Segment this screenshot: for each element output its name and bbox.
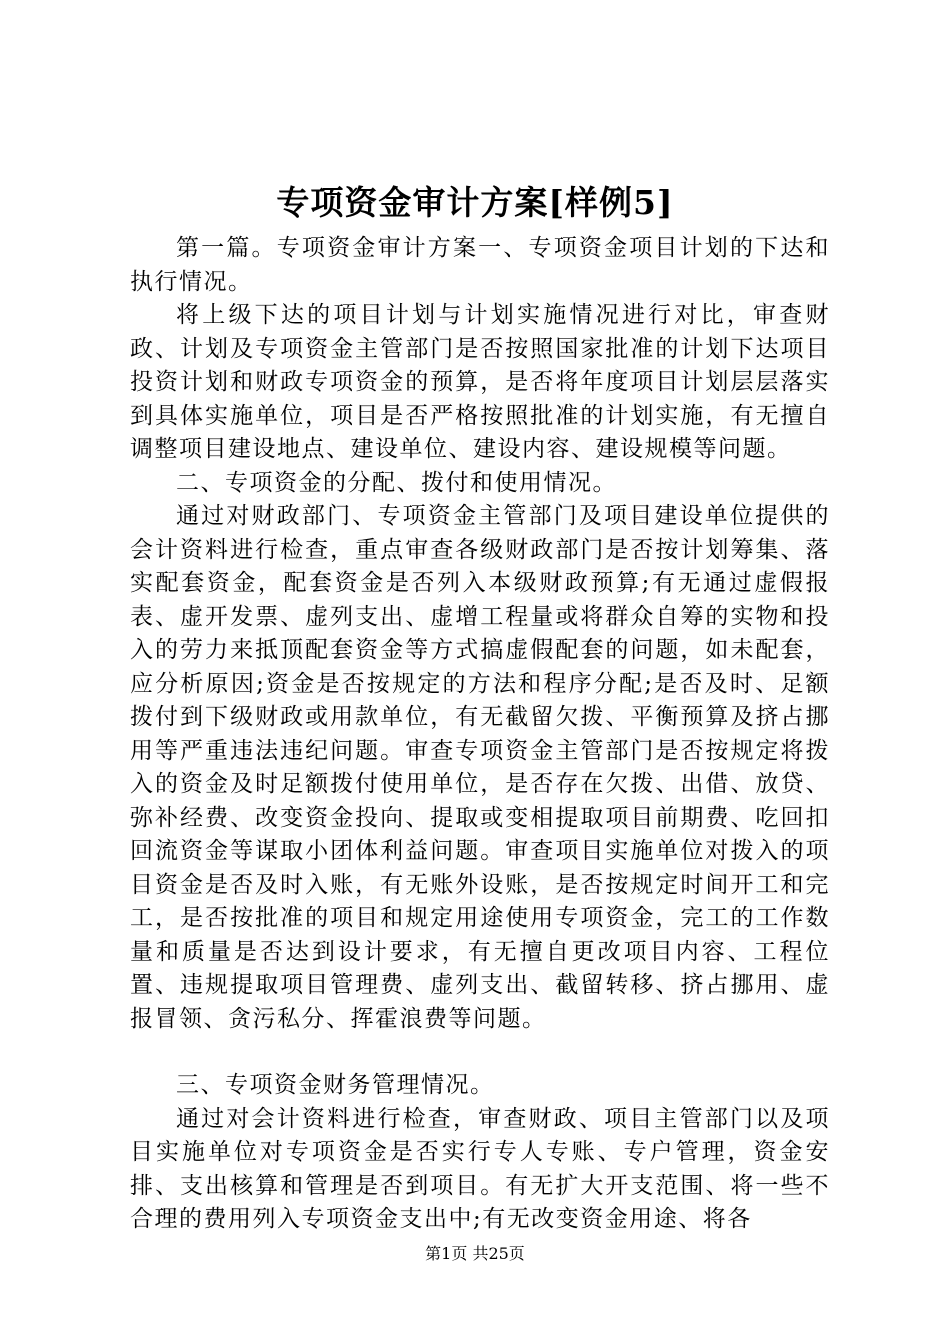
paragraph-intro: 第一篇。专项资金审计方案一、专项资金项目计划的下达和执行情况。 — [130, 235, 830, 295]
paragraph-section-3-heading: 三、专项资金财务管理情况。 — [176, 1072, 495, 1098]
paragraph-financial-check: 通过对会计资料进行检查，审查财政、项目主管部门以及项目实施单位对专项资金是否实行专人专账、专户管理，资金安排、支出核算和管理是否到项目。有无扩大开支范围、将一些不合理的费用列入专项资金支出中;有无改变资金用途、将各 — [130, 1105, 830, 1232]
page-number-footer: 第1页 共25页 — [425, 1244, 525, 1263]
paragraph-section-2-heading: 二、专项资金的分配、拨付和使用情况。 — [176, 469, 617, 496]
paragraph-plan-check: 将上级下达的项目计划与计划实施情况进行对比，审查财政、计划及专项资金主管部门是否按照国家批准的计划下达项目投资计划和财政专项资金的预算，是否将年度项目计划层层落实到具体实施单位，项目是否严格按照批准的计划实施，有无擅自调整项目建设地点、建设单位、建设内容、建设规模等问题。 — [130, 302, 830, 462]
document-title: 专项资金审计方案[样例5] — [276, 183, 674, 222]
document-body — [130, 232, 830, 1237]
paragraph-allocation-check: 通过对财政部门、专项资金主管部门及项目建设单位提供的会计资料进行检查，重点审查各级财政部门是否按计划筹集、落实配套资金，配套资金是否列入本级财政预算;有无通过虚假报表、虚开发票、虚列支出、虚增工程量或将群众自筹的实物和投入的劳力来抵顶配套资金等方式搞虚假配套的问题，如未配套，应分析原因;资金是否按规定的方法和程序分配;是否及时、足额拨付到下级财政或用款单位，有无截留欠拨、平衡预算及挤占挪用等严重违法违纪问题。审查专项资金主管部门是否按规定将拨入的资金及时足额拨付使用单位，是否存在欠拨、出借、放贷、弥补经费、改变资金投向、提取或变相提取项目前期费、吃回扣回流资金等谋取小团体利益问题。审查项目实施单位对拨入的项目资金是否及时入账，有无账外设账，是否按规定时间开工和完工，是否按批准的项目和规定用途使用专项资金，完工的工作数量和质量是否达到设计要求，有无擅自更改项目内容、工程位置、违规提取项目管理费、虚列支出、截留转移、挤占挪用、虚报冒领、贪污私分、挥霍浪费等问题。 — [130, 503, 830, 1032]
